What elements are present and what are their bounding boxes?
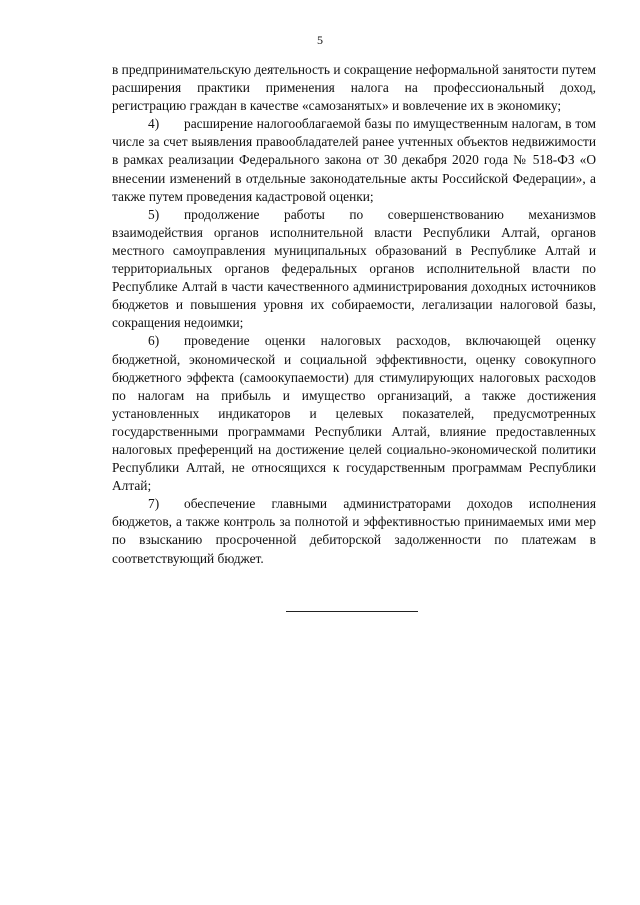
list-item-number: 4) — [148, 116, 160, 132]
paragraph-continuation — [112, 61, 596, 115]
list-item-text: продолжение работы по совершенствованию механизмов взаимодействия органов исполнительной власти Республики Алтай, органов местного самоуправления муниципальных образований в Республике Алтай и территориальных органов федеральных органов исполнительной власти по Республике Алтай в части качественного администрирования доходных источников бюджетов и повышения уровня их собираемости, легализации налоговой базы, сокращения недоимки; — [112, 206, 596, 331]
list-item-number: 5) — [148, 206, 160, 222]
list-item-text: обеспечение главными администраторами доходов исполнения бюджетов, а также контроль за полнотой и эффективностью принимаемых ими мер по взысканию просроченной дебиторской задолженности по платежам в соответствующий бюджет. — [112, 496, 596, 566]
list-item-number: 6) — [148, 333, 160, 349]
list-item-4 — [112, 115, 596, 205]
list-item-number: 7) — [148, 496, 160, 512]
list-item-7 — [112, 495, 596, 567]
end-separator-line — [286, 611, 418, 612]
list-item-text: расширение налогооблагаемой базы по имущественным налогам, в том числе за счет выявления правообладателей ранее учтенных объектов недвижимости в рамках реализации Федерального закона от 30 декабря 2020 года № 518-ФЗ «О внесении изменений в отдельные законодательные акты Российской Федерации», а также путем проведения кадастровой оценки; — [112, 116, 596, 204]
list-item-5 — [112, 206, 596, 333]
document-body — [112, 61, 596, 568]
list-item-6 — [112, 332, 596, 495]
paragraph-text: в предпринимательскую деятельность и сокращение неформальной занятости путем расширения практики применения налога на профессиональный доход, регистрацию граждан в качестве «самозанятых» и вовлечение их в экономику; — [112, 62, 596, 114]
list-item-text: проведение оценки налоговых расходов, включающей оценку бюджетной, экономической и социальной эффективности, оценку совокупного бюджетного эффекта (самоокупаемости) для стимулирующих налоговых расходов по налогам на прибыль и имущество организаций, а также достижения установленных индикаторов и целевых показателей, предусмотренных государственными программами Республики Алтай, влияние предоставленных налоговых преференций на достижение целей социально-экономической политики Республики Алтай, не относящихся к государственным программам Республики Алтай; — [112, 333, 596, 494]
page-number: 5 — [317, 33, 323, 47]
